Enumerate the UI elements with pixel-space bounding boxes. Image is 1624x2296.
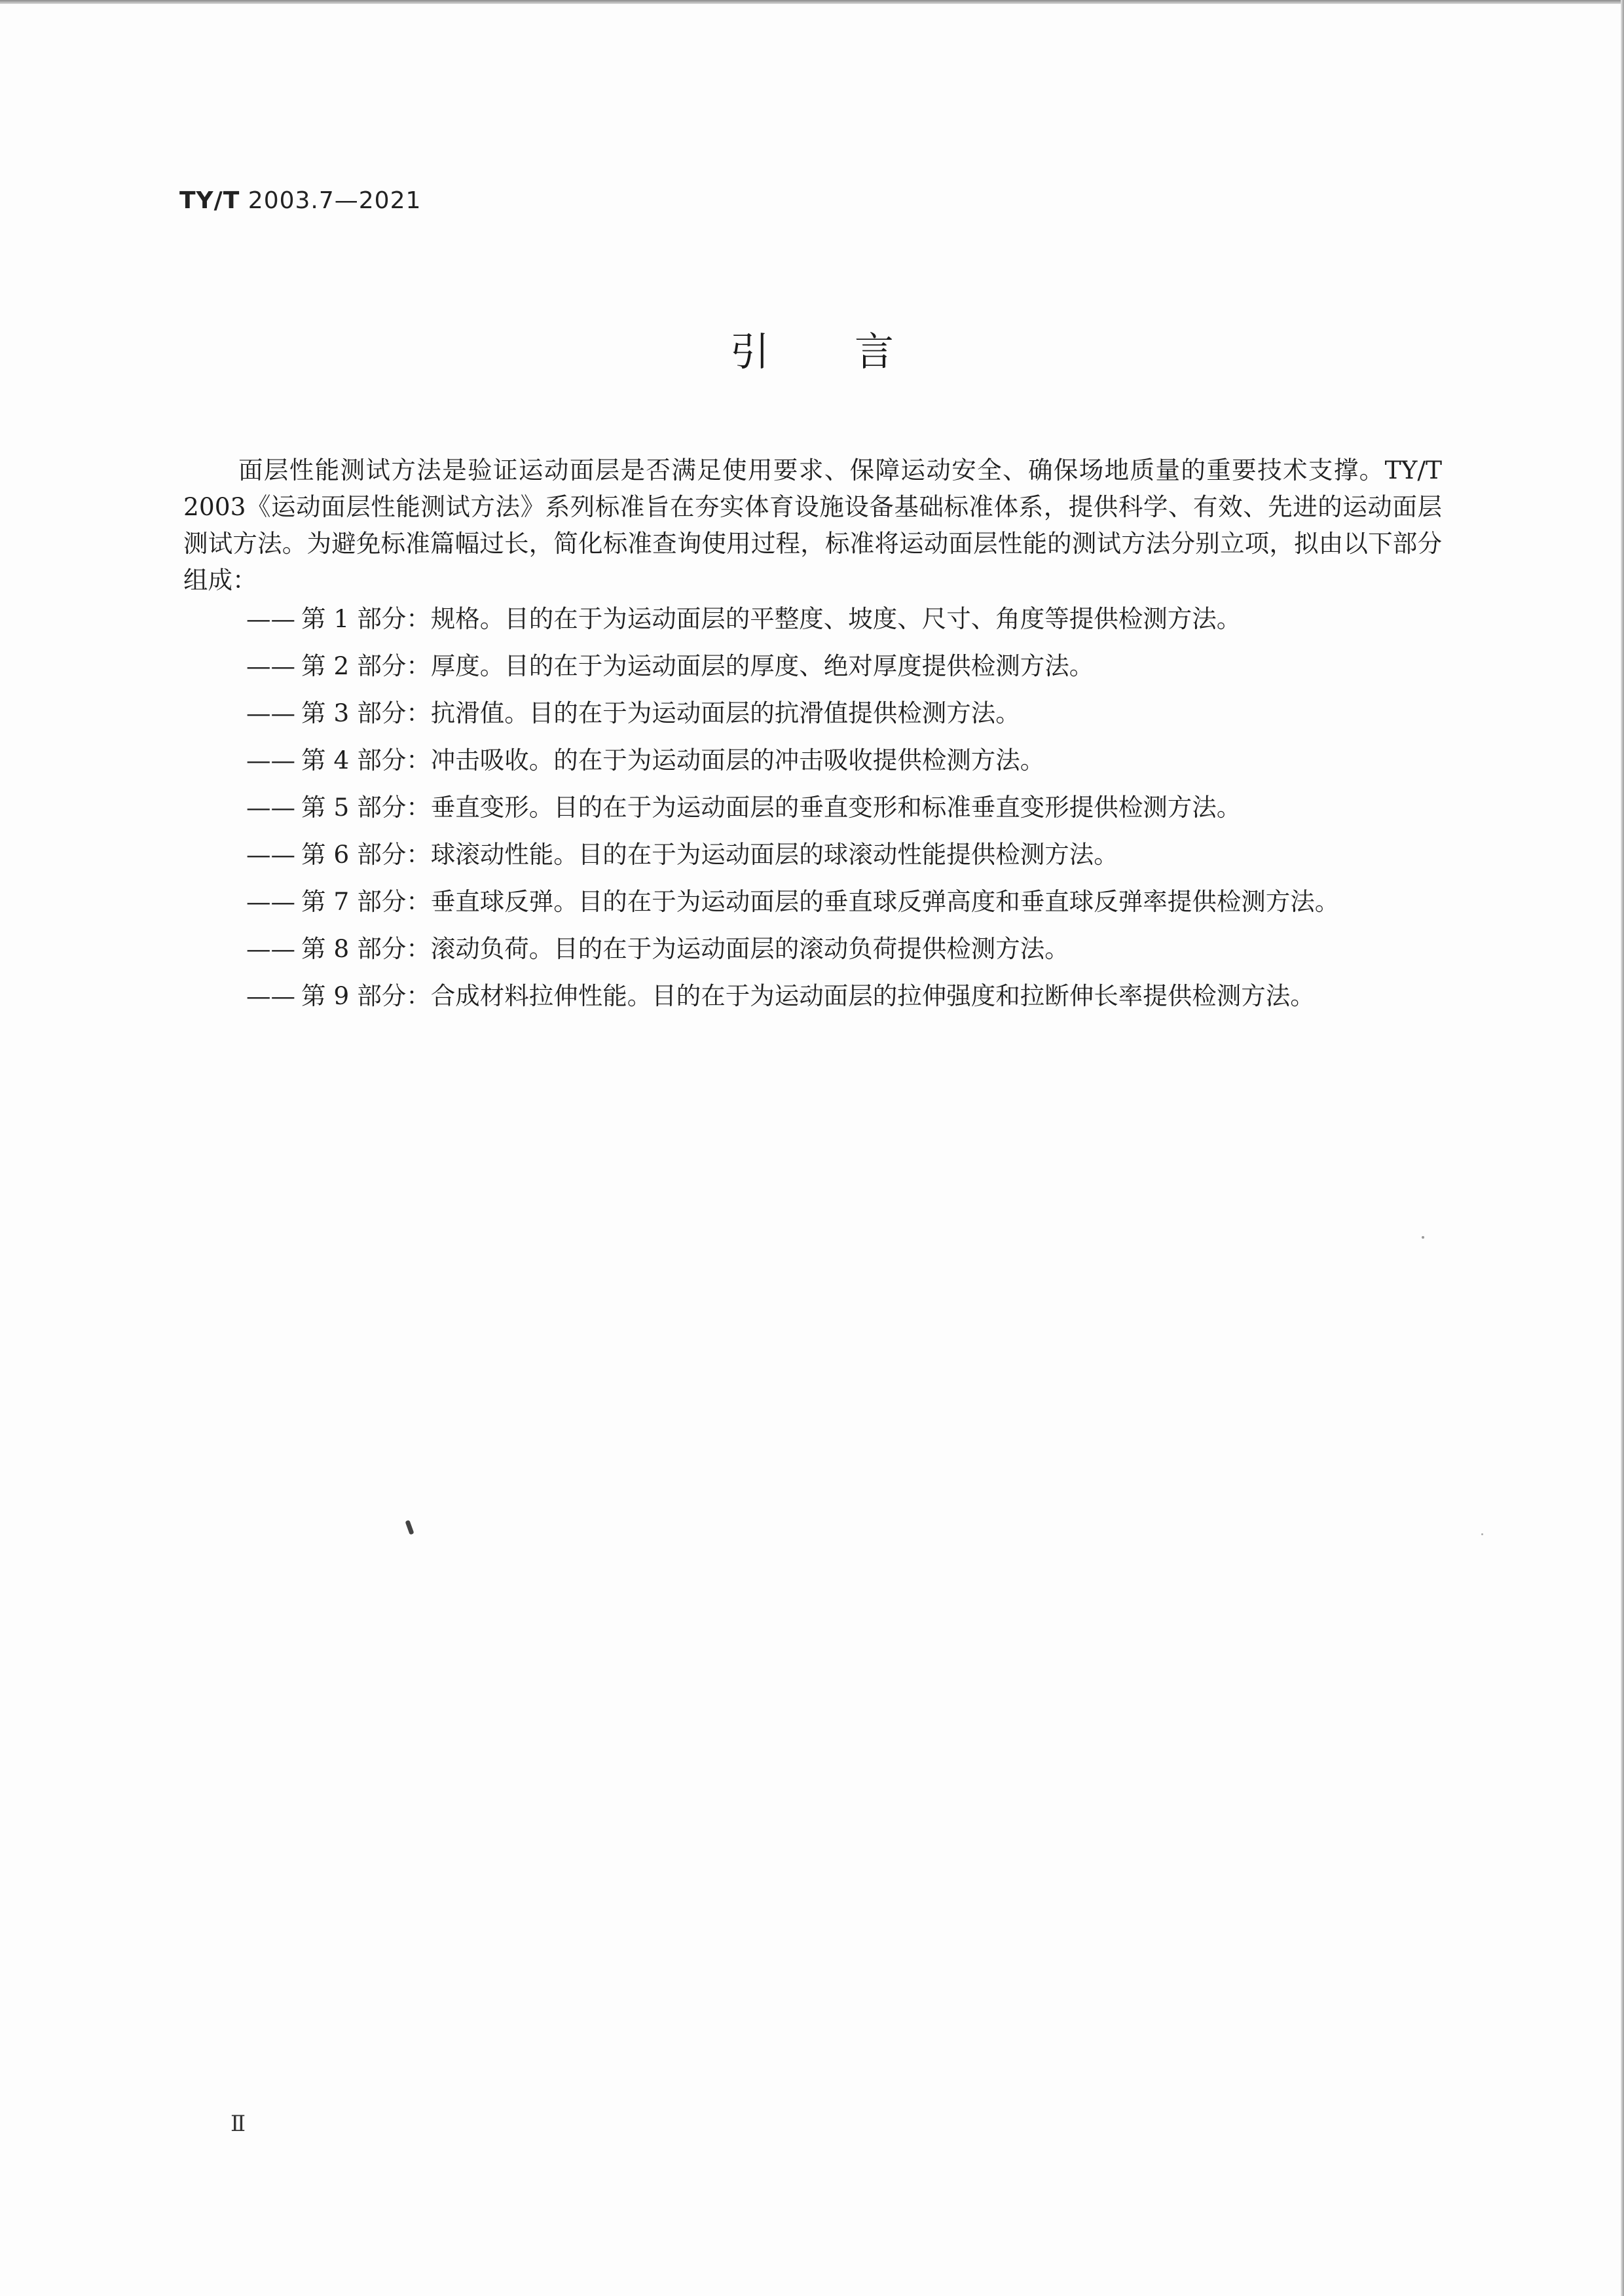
list-dash: —— [246,699,295,727]
list-dash: —— [246,604,295,633]
list-item-text: 第 5 部分：垂直变形。目的在于为运动面层的垂直变形和标准垂直变形提供检测方法。 [301,793,1242,822]
list-item-text: 第 3 部分：抗滑值。目的在于为运动面层的抗滑值提供检测方法。 [301,699,1020,727]
scan-speck [1481,1533,1483,1535]
standard-number: 2003.7—2021 [248,187,422,214]
list-dash: —— [246,887,295,916]
page-number: Ⅱ [231,2111,246,2137]
list-item-text: 第 6 部分：球滚动性能。目的在于为运动面层的球滚动性能提供检测方法。 [301,840,1118,869]
list-dash: —— [246,746,295,774]
list-item [183,834,1442,875]
list-item [183,693,1442,733]
list-item-text: 第 1 部分：规格。目的在于为运动面层的平整度、坡度、尺寸、角度等提供检测方法。 [301,604,1242,633]
list-item-text: 第 8 部分：滚动负荷。目的在于为运动面层的滚动负荷提供检测方法。 [301,934,1069,963]
list-item [183,787,1442,828]
page-title: 引言 [730,329,979,375]
standard-prefix: TY/T [179,187,240,214]
list-item [183,598,1442,639]
document-code [179,187,421,214]
list-item-text: 第 7 部分：垂直球反弹。目的在于为运动面层的垂直球反弹高度和垂直球反弹率提供检测方法。 [301,887,1340,916]
list-dash: —— [246,981,295,1010]
list-item-text: 第 4 部分：冲击吸收。的在于为运动面层的冲击吸收提供检测方法。 [301,746,1045,774]
list-dash: —— [246,840,295,869]
intro-paragraph: 面层性能测试方法是验证运动面层是否满足使用要求、保障运动安全、确保场地质量的重要技术支撑。TY/T 2003《运动面层性能测试方法》系列标准旨在夯实体育设施设备基础标准体系，提供科学、有效、先进的运动面层测试方法。为避免标准篇幅过长，简化标准查询使用过程，标准将运动面层性能的测试方法分别立项，拟由以下部分组成： [183,456,1442,594]
list-dash: —— [246,934,295,963]
list-item [183,928,1442,969]
list-dash: —— [246,793,295,822]
scan-edge-top [0,0,1624,4]
list-item [183,646,1442,686]
list-item-text: 第 2 部分：厚度。目的在于为运动面层的厚度、绝对厚度提供检测方法。 [301,651,1094,680]
body-text [183,452,1442,1023]
list-item-text: 第 9 部分：合成材料拉伸性能。目的在于为运动面层的拉伸强度和拉断伸长率提供检测方法。 [301,981,1315,1010]
list-dash: —— [246,651,295,680]
list-item [183,975,1442,1016]
parts-list [183,598,1442,1016]
list-item [183,740,1442,780]
scan-speck [405,1520,414,1535]
list-item [183,881,1442,922]
scan-speck [1422,1236,1424,1239]
